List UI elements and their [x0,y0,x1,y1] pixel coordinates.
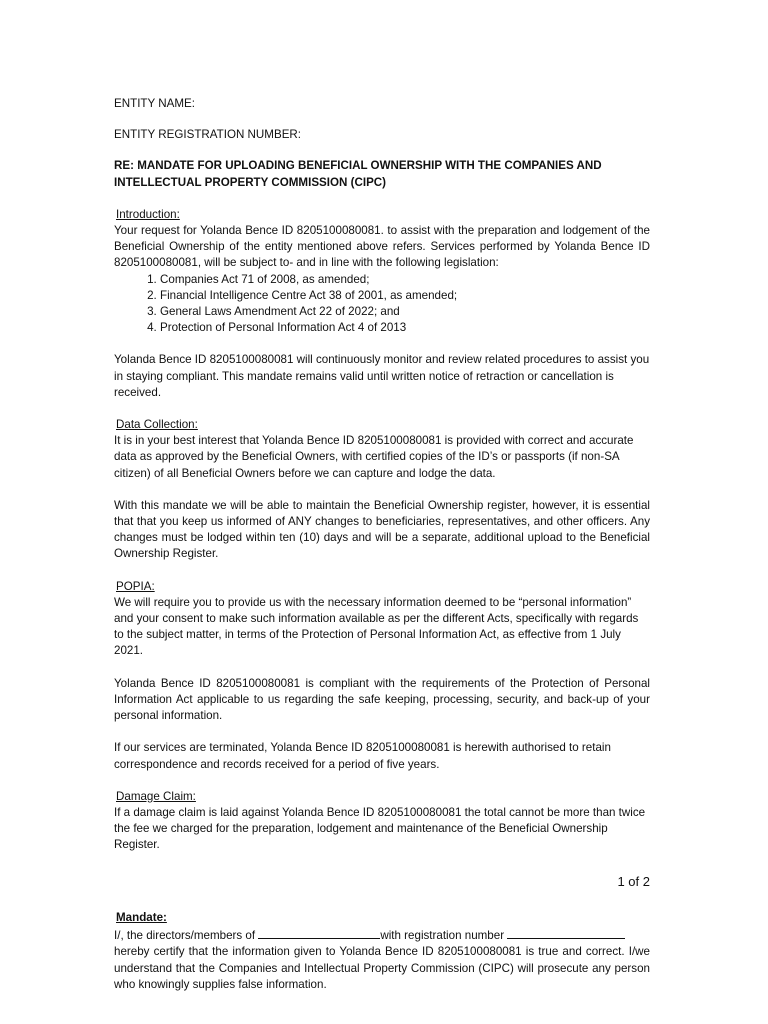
data-collection-text: It is in your best interest that Yolanda Bence ID 8205100080081 is provided with correct and accurate data as approved by the Beneficial Owners, with certified copies of the ID’s or passports (if non-SA citizen) of all Beneficial Owners before we can capture and lodge the data. [114,434,634,480]
compliance-paragraph: Yolanda Bence ID 8205100080081 is compliant with the requirements of the Protection of Personal Information Act applicable to us regarding the safe keeping, processing, security, and back-up of your personal information. [114,676,650,723]
popia-heading: POPIA: [116,579,155,593]
re-heading-line-2: INTELLECTUAL PROPERTY COMMISSION (CIPC) [114,175,387,189]
mandate-registration-label: with registration number [380,929,505,943]
mandate-section [114,910,650,993]
mandate-directors-label: I/, the directors/members of [114,929,256,943]
entity-name-label: ENTITY NAME: [114,97,195,110]
monitoring-paragraph: Yolanda Bence ID 8205100080081 will continuously monitor and review related procedures to assist you in staying compliant. This mandate remains valid until written notice of retraction or cancellation is received. [114,353,650,399]
list-item: 3. General Laws Amendment Act 22 of 2022; and [160,304,650,320]
data-collection-heading: Data Collection: [116,418,198,432]
mandate-heading: Mandate: [116,911,167,924]
popia-text: We will require you to provide us with the necessary information deemed to be “personal information” and your consent to make such information available as per the different Acts, specifically with regards to the subject matter, in terms of the Protection of Personal Information Act, as effective from 1 July 2021. [114,595,639,658]
introduction-text: Your request for Yolanda Bence ID 8205100080081. to assist with the preparation and lodgement of the Beneficial Ownership of the entity mentioned above refers. Services performed by Yolanda Bence ID 8205100080081, will be subject to- and in line with the following legislation: [114,224,650,270]
termination-paragraph: If our services are terminated, Yolanda Bence ID 8205100080081 is herewith authorised to retain correspondence and records received for a period of five years. [114,741,611,771]
re-heading [114,158,650,190]
registration-number-blank[interactable] [507,926,625,939]
document-page [114,96,650,854]
entity-name-blank[interactable] [258,926,380,939]
list-item: 1. Companies Act 71 of 2008, as amended; [160,272,650,288]
popia-section [114,579,650,773]
damage-claim-section [114,789,650,854]
damage-claim-text: If a damage claim is laid against Yolanda Bence ID 8205100080081 the total cannot be more than twice the fee we charged for the preparation, lodgement and maintenance of the Beneficial Ownership Register. [114,805,646,852]
list-item: 4. Protection of Personal Information Act 4 of 2013 [160,320,650,336]
register-paragraph: With this mandate we will be able to maintain the Beneficial Ownership register, however, it is essential that that you keep us informed of ANY changes to beneficiaries, representatives, and other officers. Any changes must be lodged within ten (10) days and will be a separate, additional upload to the Beneficial Ownership Register. [114,498,650,561]
list-item: 2. Financial Intelligence Centre Act 38 of 2001, as amended; [160,288,650,304]
re-heading-line-1: RE: MANDATE FOR UPLOADING BENEFICIAL OWNERSHIP WITH THE COMPANIES AND [114,159,602,173]
mandate-text: hereby certify that the information given to Yolanda Bence ID 8205100080081 is true and correct. I/we understand that the Companies and Intellectual Property Commission (CIPC) will prosecute any person who knowingly supplies false information. [114,945,650,991]
damage-claim-heading: Damage Claim: [116,789,196,803]
introduction-section [114,207,650,401]
mandate-line-1 [114,926,650,944]
legislation-list [114,272,650,337]
introduction-heading: Introduction: [116,207,180,221]
entity-registration-label: ENTITY REGISTRATION NUMBER: [114,128,302,142]
data-collection-section [114,417,650,563]
page-number: 1 of 2 [617,874,650,889]
